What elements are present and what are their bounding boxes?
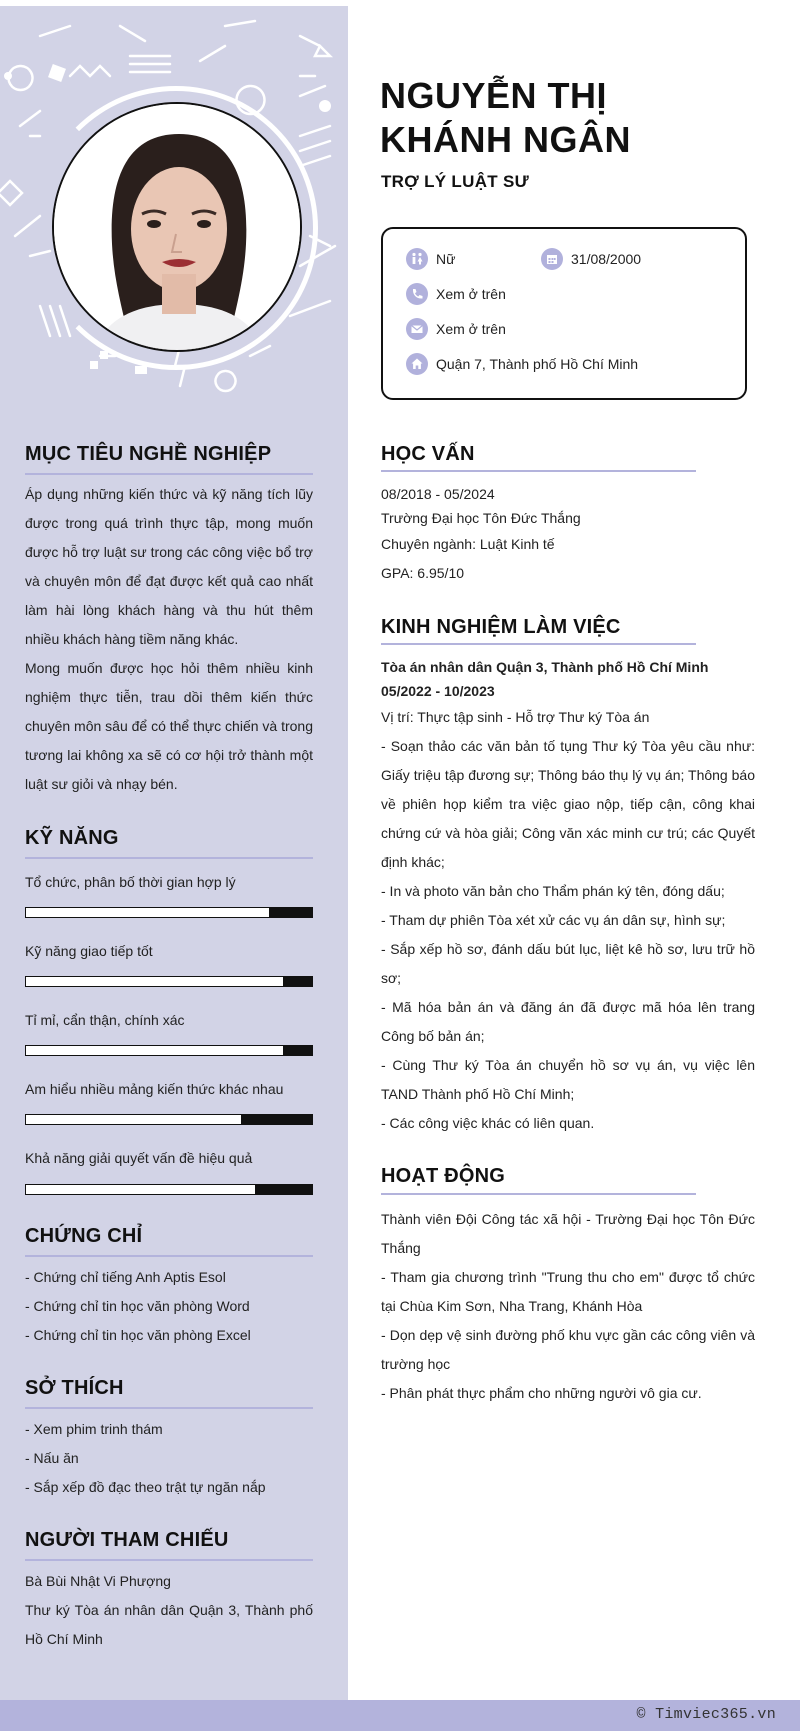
education-divider xyxy=(381,470,696,472)
gender-icon xyxy=(406,248,428,270)
dob-item xyxy=(541,247,641,271)
duty-item: - In và photo văn bản cho Thẩm phán ký tên, đóng dấu; xyxy=(381,883,725,899)
experience-period: 05/2022 - 10/2023 xyxy=(381,683,495,699)
list-item: - Chứng chỉ tiếng Anh Aptis Esol xyxy=(25,1269,226,1285)
experience-title: KINH NGHIỆM LÀM VIỆC xyxy=(381,616,621,638)
skill-bar xyxy=(25,1045,313,1056)
skill-bar xyxy=(25,1184,313,1195)
skill-bar-fill xyxy=(26,1185,255,1194)
gender-value: Nữ xyxy=(436,251,456,267)
duty-item: - Tham dự phiên Tòa xét xử các vụ án dân sự, hình sự; xyxy=(381,912,726,928)
name-line-1: NGUYỄN THỊ xyxy=(380,75,608,116)
objective-paragraph-1: Áp dụng những kiến thức và kỹ năng tích lũy được trong quá trình thực tập, mong muốn được hỗ trợ luật sư trong các công việc bổ trợ và chuyên môn để đạt được kết quả cao nhất làm hài lòng khách hàng và thu hút thêm nhiều khách hàng tiềm năng khác. xyxy=(25,486,313,647)
list-item: - Chứng chỉ tin học văn phòng Excel xyxy=(25,1327,251,1343)
phone-value: Xem ở trên xyxy=(436,286,506,302)
activity-item: - Phân phát thực phẩm cho những người vô gia cư. xyxy=(381,1385,702,1401)
skill-bar-fill xyxy=(26,908,269,917)
skill-bar xyxy=(25,976,313,987)
reference-detail: Thư ký Tòa án nhân dân Quận 3, Thành phố Hồ Chí Minh xyxy=(25,1602,313,1647)
footer-bar xyxy=(0,1700,800,1731)
skill-label: Khả năng giải quyết vấn đề hiệu quả xyxy=(25,1150,253,1166)
gender-item xyxy=(406,247,455,271)
skill-label: Am hiểu nhiều mảng kiến thức khác nhau xyxy=(25,1081,284,1097)
skill-bar-fill xyxy=(26,977,283,986)
references-divider xyxy=(25,1559,313,1561)
duty-item: - Cùng Thư ký Tòa án chuyển hồ sơ vụ án, vụ việc lên TAND Thành phố Hồ Chí Minh; xyxy=(381,1057,755,1102)
phone-icon xyxy=(406,283,428,305)
avatar xyxy=(52,102,302,352)
experience-position: Vị trí: Thực tập sinh - Hỗ trợ Thư ký Tòa án xyxy=(381,709,650,725)
duty-item: - Các công việc khác có liên quan. xyxy=(381,1115,595,1131)
job-title: TRỢ LÝ LUẬT SƯ xyxy=(381,172,530,191)
hobbies-divider xyxy=(25,1407,313,1409)
skill-label: Tổ chức, phân bố thời gian hợp lý xyxy=(25,874,236,890)
education-school: Trường Đại học Tôn Đức Thắng xyxy=(381,510,581,526)
education-period: 08/2018 - 05/2024 xyxy=(381,486,495,502)
certificates-divider xyxy=(25,1255,313,1257)
certificates-list xyxy=(25,1263,313,1350)
education-title: HỌC VẤN xyxy=(381,443,475,465)
skills-divider xyxy=(25,857,313,859)
email-item xyxy=(406,317,506,341)
hobbies-list xyxy=(25,1415,313,1502)
education-major: Chuyên ngành: Luật Kinh tế xyxy=(381,536,555,552)
address-item xyxy=(406,352,638,376)
experience-company: Tòa án nhân dân Quận 3, Thành phố Hồ Chí Minh xyxy=(381,659,709,675)
experience-duties xyxy=(381,732,755,1138)
hobbies-title: SỞ THÍCH xyxy=(25,1377,124,1399)
references-title: NGƯỜI THAM CHIẾU xyxy=(25,1529,229,1551)
portrait-photo xyxy=(54,104,302,352)
skill-bar-fill xyxy=(26,1046,283,1055)
activity-item: Thành viên Đội Công tác xã hội - Trường Đại học Tôn Đức Thắng xyxy=(381,1211,755,1256)
skills-title: KỸ NĂNG xyxy=(25,827,119,849)
name-line-2: KHÁNH NGÂN xyxy=(380,119,631,160)
skill-bar xyxy=(25,1114,313,1125)
candidate-name xyxy=(380,74,780,162)
contact-box xyxy=(381,227,747,400)
objective-divider xyxy=(25,473,313,475)
duty-item: - Mã hóa bản án và đăng án đã được mã hóa lên trang Công bố bản án; xyxy=(381,999,755,1044)
footer-watermark: © Timviec365.vn xyxy=(636,1706,776,1723)
skill-label: Kỹ năng giao tiếp tốt xyxy=(25,943,153,959)
skill-label: Tỉ mỉ, cẩn thận, chính xác xyxy=(25,1012,185,1028)
objective-title: MỤC TIÊU NGHỀ NGHIỆP xyxy=(25,443,272,465)
objective-paragraph-2: Mong muốn được học hỏi thêm nhiều kinh nghiệm thực tiễn, trau dồi thêm kiến thức chuyên môn sâu để có thể thực chiến và trong tương lai không xa sẽ có cơ hội trở thành một luật sư giỏi và nhạy bén. xyxy=(25,660,313,792)
email-value: Xem ở trên xyxy=(436,321,506,337)
list-item: - Xem phim trinh thám xyxy=(25,1421,163,1437)
activities-divider xyxy=(381,1193,696,1195)
education-gpa: GPA: 6.95/10 xyxy=(381,565,465,581)
references-block xyxy=(25,1567,313,1654)
calendar-icon xyxy=(541,248,563,270)
list-item: - Sắp xếp đồ đạc theo trật tự ngăn nắp xyxy=(25,1479,266,1495)
list-item: - Chứng chỉ tin học văn phòng Word xyxy=(25,1298,250,1314)
certificates-title: CHỨNG CHỈ xyxy=(25,1225,143,1247)
skill-bar xyxy=(25,907,313,918)
email-icon xyxy=(406,318,428,340)
activities-list xyxy=(381,1205,755,1408)
phone-item xyxy=(406,282,506,306)
activity-item: - Tham gia chương trình "Trung thu cho em" được tổ chức tại Chùa Kim Sơn, Nha Trang, Khánh Hòa xyxy=(381,1269,755,1314)
list-item: - Nấu ăn xyxy=(25,1450,79,1466)
reference-name: Bà Bùi Nhật Vi Phượng xyxy=(25,1573,171,1589)
decorative-pattern xyxy=(0,6,348,406)
activity-item: - Dọn dẹp vệ sinh đường phố khu vực gần các công viên và trường học xyxy=(381,1327,755,1372)
home-icon xyxy=(406,353,428,375)
duty-item: - Soạn thảo các văn bản tố tụng Thư ký Tòa yêu cầu như: Giấy triệu tập đương sự; Thông báo thụ lý vụ án; Thông báo về phiên họp kiểm tra việc giao nộp, tiếp cận, công khai chứng cứ và hòa giải; Công văn xác minh cư trú; các Quyết định khác; xyxy=(381,738,755,870)
experience-divider xyxy=(381,643,696,645)
duty-item: - Sắp xếp hồ sơ, đánh dấu bút lục, liệt kê hồ sơ, lưu trữ hồ sơ; xyxy=(381,941,755,986)
address-value: Quận 7, Thành phố Hồ Chí Minh xyxy=(436,356,639,372)
activities-title: HOẠT ĐỘNG xyxy=(381,1165,506,1187)
dob-value: 31/08/2000 xyxy=(571,251,642,267)
skill-bar-fill xyxy=(26,1115,241,1124)
